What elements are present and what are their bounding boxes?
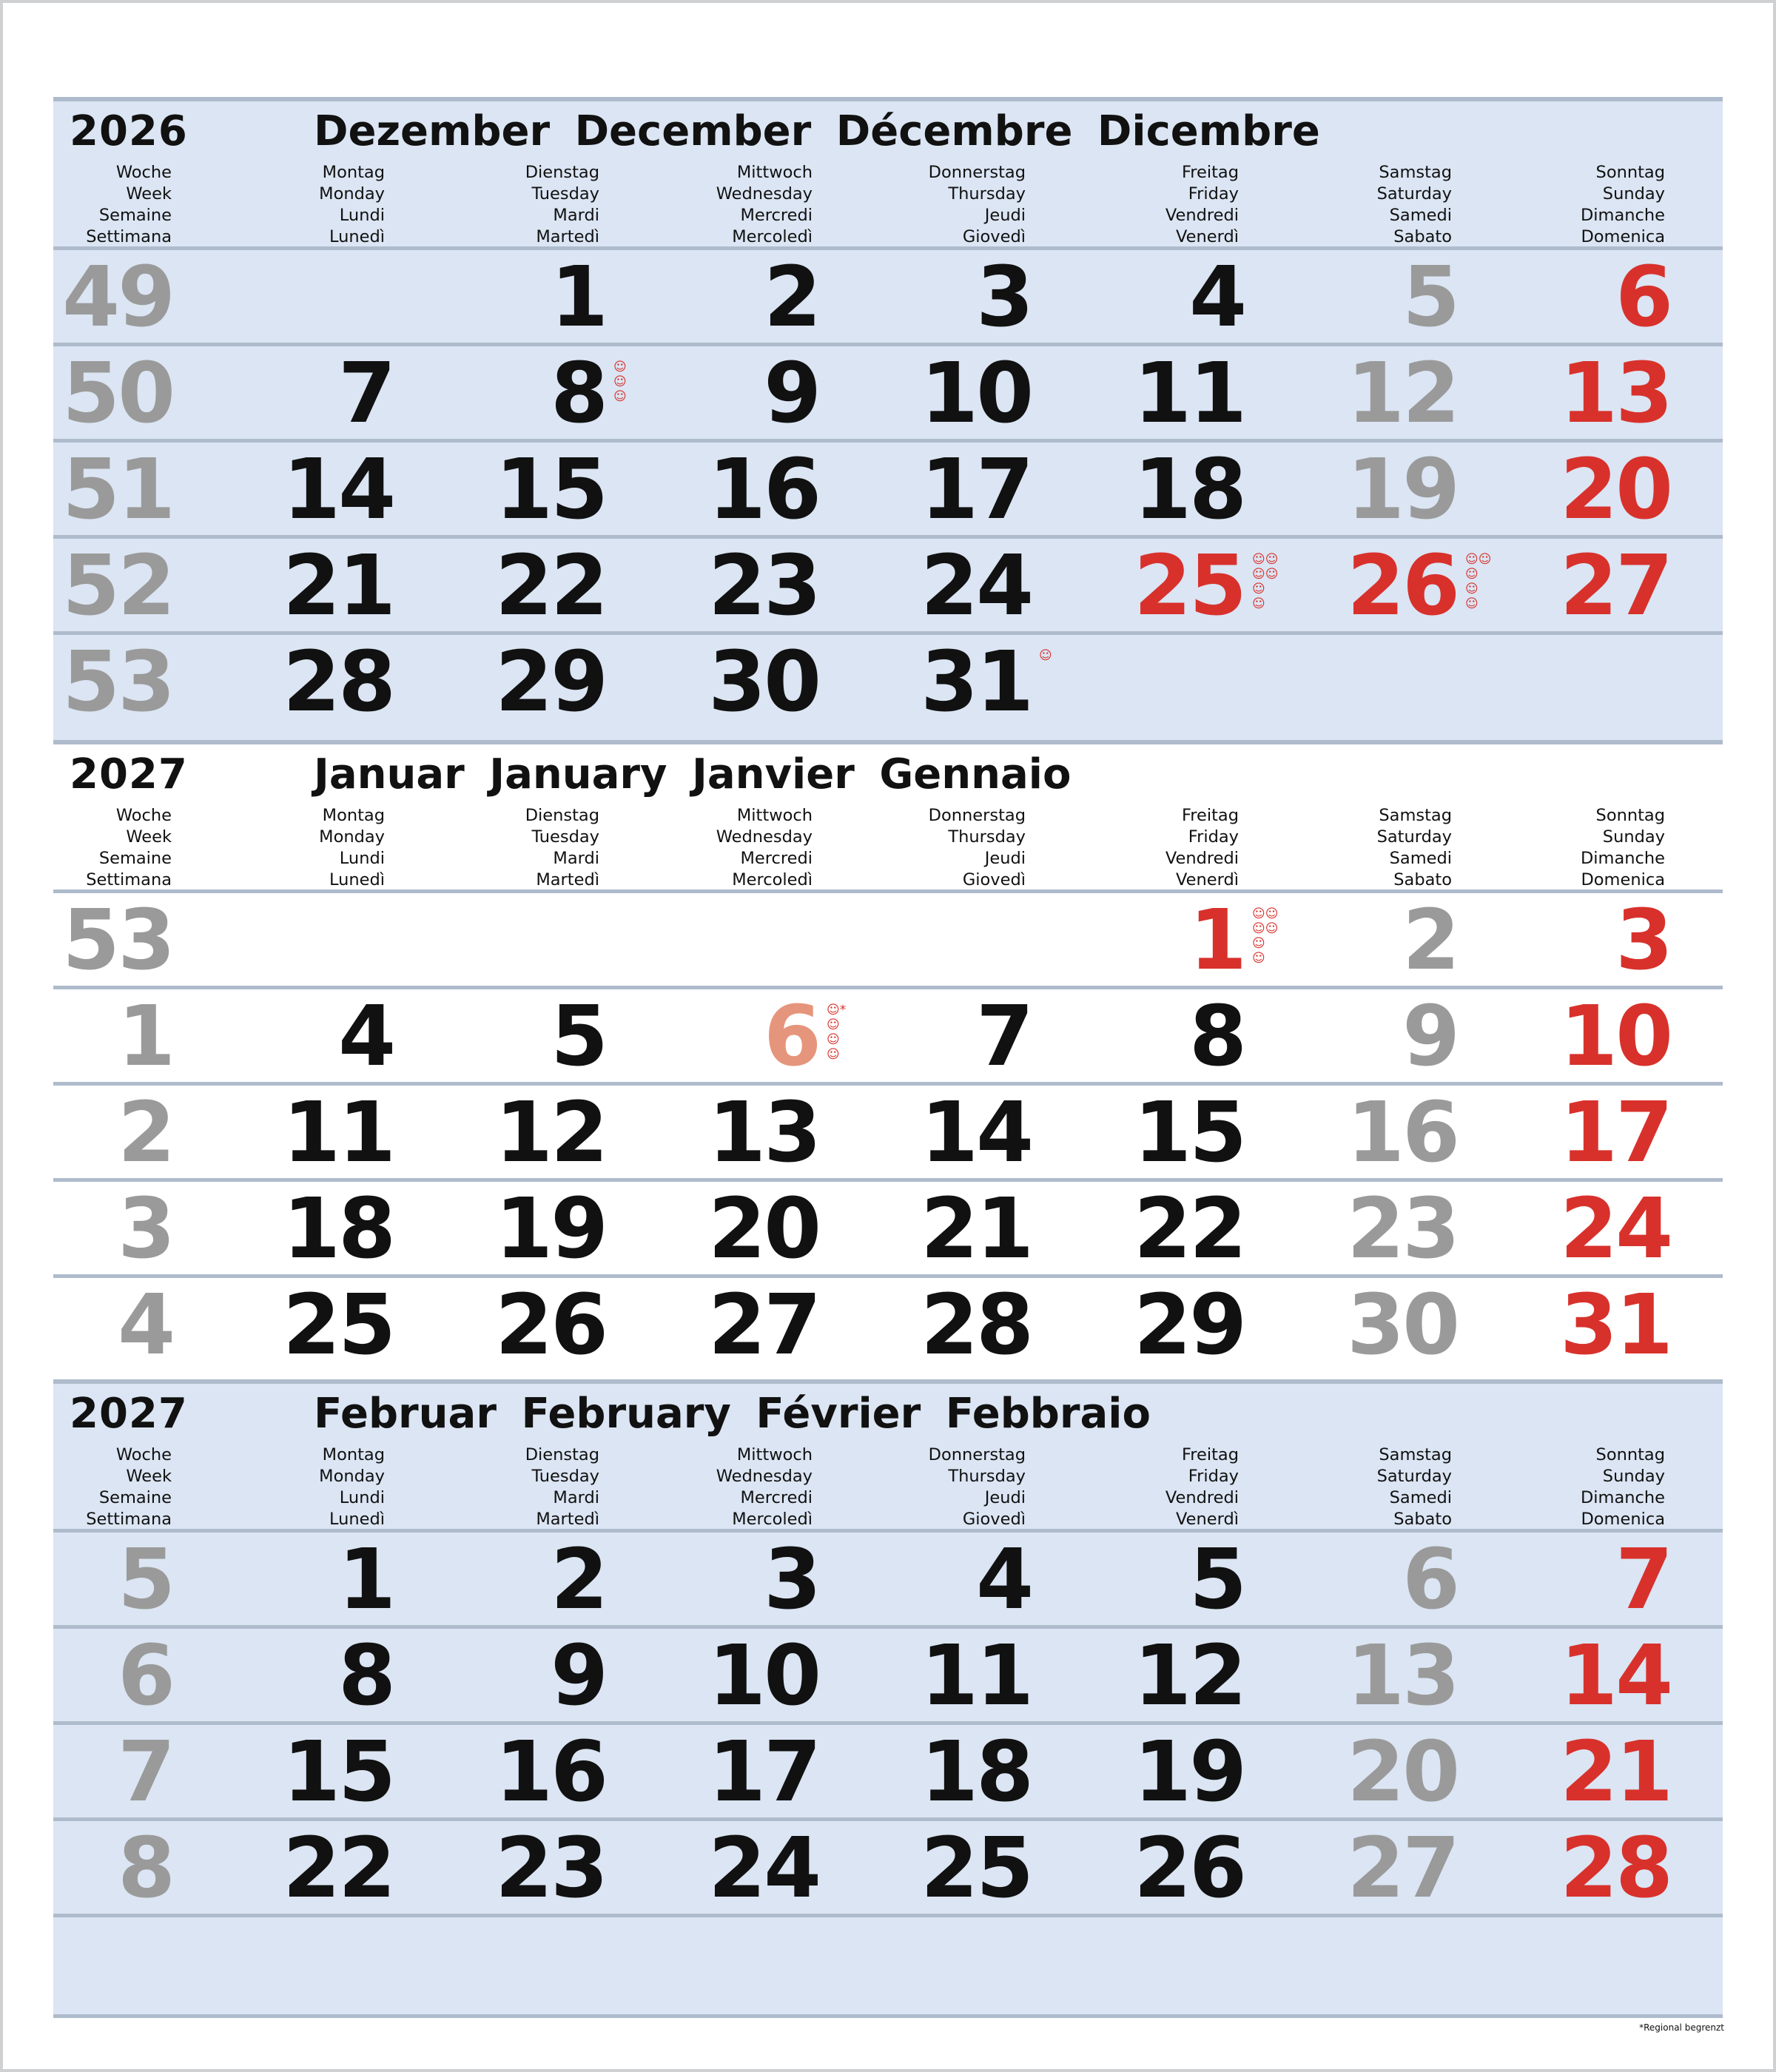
week-row [53,986,1723,1085]
day-cell: 14 [921,1085,1032,1181]
day-cell: 22 [1134,1181,1245,1277]
week-number: 3 [118,1181,173,1277]
day-cell: 25 [921,1820,1032,1917]
day-cell: 24 [1560,1181,1671,1277]
day-cell: 10 [708,1628,819,1724]
day-cell: 8 [338,1628,394,1724]
week-number: 5 [118,1532,173,1628]
week-row [53,1721,1723,1820]
day-cell: 1 [551,249,606,346]
year-label: 2027 [70,750,188,798]
day-cell: 11 [283,1085,394,1181]
day-cell: 22 [283,1820,394,1917]
day-cell: 4 [338,989,394,1085]
day-cell: 20 [708,1181,819,1277]
day-cell: 12 [1347,346,1458,442]
day-cell: 4 [1189,249,1245,346]
holiday-symbol-icon: ☺* ☺ ☺ ☺ [827,1003,847,1062]
weekday-label-sun: Sonntag Sunday Dimanche Domenica [1580,163,1665,246]
month-title: Januar January Janvier Gennaio [314,750,1072,798]
day-cell: 12 [495,1085,606,1181]
day-cell: 25 [283,1277,394,1373]
weekday-label-thu: Donnerstag Thursday Jeudi Giovedì [928,806,1026,889]
day-cell: 3 [764,1532,819,1628]
week-row [53,1274,1723,1373]
day-cell: 28 [1560,1820,1671,1917]
week-number: 50 [62,346,173,442]
day-cell: 24 [708,1820,819,1917]
month-title: Februar February Février Febbraio [314,1390,1151,1438]
day-cell: 15 [1134,1085,1245,1181]
day-cell: 29 [495,634,606,730]
week-row [53,535,1723,634]
holiday-symbol-icon: ☺☺ ☺☺ ☺ ☺ [1252,906,1279,966]
day-cell: 21 [283,538,394,634]
weekday-label-sun: Sonntag Sunday Dimanche Domenica [1580,1445,1665,1529]
day-cell: 3 [976,249,1032,346]
day-cell: 30 [708,634,819,730]
month-header [53,97,1723,246]
day-cell: 16 [495,1724,606,1820]
day-cell: 7 [338,346,394,442]
day-cell: 5 [551,989,606,1085]
day-cell: 16 [1347,1085,1458,1181]
day-cell: 17 [708,1724,819,1820]
week-number: 8 [118,1820,173,1917]
weekday-label-tue: Dienstag Tuesday Mardi Martedì [525,1445,599,1529]
week-number: 4 [118,1277,173,1373]
day-cell: 19 [1134,1724,1245,1820]
day-cell: 24 [921,538,1032,634]
day-cell: 20 [1347,1724,1458,1820]
week-row [53,439,1723,538]
week-row [53,1082,1723,1181]
day-cell: 26 [1134,1820,1245,1917]
day-cell: 8 [1189,989,1245,1085]
day-cell: 2 [1402,892,1458,989]
day-cell: 15 [283,1724,394,1820]
weekday-label-thu: Donnerstag Thursday Jeudi Giovedì [928,163,1026,246]
day-cell: 18 [1134,442,1245,538]
day-cell: 9 [1402,989,1458,1085]
day-cell: 26 [1347,538,1458,634]
week-row [53,1817,1723,1917]
weekday-label-mon: Montag Monday Lundi Lunedì [319,806,385,889]
day-cell: 25 [1134,538,1245,634]
holiday-symbol-icon: ☺ [1039,648,1052,663]
day-cell: 14 [283,442,394,538]
week-number: 1 [118,989,173,1085]
weekday-label-sat: Samstag Saturday Samedi Sabato [1376,1445,1452,1529]
day-cell: 13 [708,1085,819,1181]
day-cell: 27 [708,1277,819,1373]
holiday-symbol-icon: ☺ ☺ ☺ [613,360,627,404]
weekday-label-fri: Freitag Friday Vendredi Venerdì [1165,1445,1239,1529]
day-cell: 4 [976,1532,1032,1628]
day-cell: 17 [1560,1085,1671,1181]
footnote: *Regional begrenzt [1639,2022,1724,2033]
day-cell: 31 [921,634,1032,730]
day-cell: 9 [551,1628,606,1724]
year-label: 2026 [70,107,188,155]
day-cell: 23 [1347,1181,1458,1277]
day-cell: 19 [1347,442,1458,538]
day-cell: 11 [1134,346,1245,442]
month-title: Dezember December Décembre Dicembre [314,107,1320,155]
weekday-label-tue: Dienstag Tuesday Mardi Martedì [525,163,599,246]
day-cell: 26 [495,1277,606,1373]
empty-row [53,1914,1723,2014]
year-label: 2027 [70,1390,188,1438]
day-cell: 19 [495,1181,606,1277]
weekday-label-week: Woche Week Semaine Settimana [86,163,172,246]
month-block [53,740,1723,1379]
day-cell: 2 [551,1532,606,1628]
day-cell: 10 [921,346,1032,442]
holiday-symbol-icon: ☺☺ ☺☺ ☺ ☺ [1252,552,1279,611]
month-block [53,1379,1723,2014]
day-cell: 12 [1134,1628,1245,1724]
day-cell: 6 [1402,1532,1458,1628]
day-cell: 28 [921,1277,1032,1373]
week-row [53,631,1723,730]
day-cell: 23 [708,538,819,634]
day-cell: 27 [1560,538,1671,634]
month-block [53,97,1723,740]
week-row [53,343,1723,442]
day-cell: 16 [708,442,819,538]
day-cell: 1 [1189,892,1245,989]
week-number: 49 [62,249,173,346]
day-cell: 31 [1560,1277,1671,1373]
day-cell: 9 [764,346,819,442]
day-cell: 22 [495,538,606,634]
day-cell: 23 [495,1820,606,1917]
day-cell: 11 [921,1628,1032,1724]
day-cell: 5 [1402,249,1458,346]
weekday-label-mon: Montag Monday Lundi Lunedì [319,163,385,246]
day-cell: 8 [551,346,606,442]
week-row [53,889,1723,989]
day-cell: 2 [764,249,819,346]
month-header [53,740,1723,889]
day-cell: 20 [1560,442,1671,538]
week-number: 7 [118,1724,173,1820]
day-cell: 6 [1615,249,1671,346]
holiday-symbol-icon: ☺☺ ☺ ☺ ☺ [1465,552,1492,611]
day-cell: 10 [1560,989,1671,1085]
weekday-label-week: Woche Week Semaine Settimana [86,1445,172,1529]
week-row [53,1529,1723,1628]
day-cell: 17 [921,442,1032,538]
day-cell: 1 [338,1532,394,1628]
day-cell: 5 [1189,1532,1245,1628]
day-cell: 13 [1347,1628,1458,1724]
bottom-rule [53,2014,1723,2018]
day-cell: 21 [1560,1724,1671,1820]
weekday-label-thu: Donnerstag Thursday Jeudi Giovedì [928,1445,1026,1529]
week-number: 6 [118,1628,173,1724]
weekday-label-sat: Samstag Saturday Samedi Sabato [1376,163,1452,246]
weekday-label-wed: Mittwoch Wednesday Mercredi Mercoledì [716,163,813,246]
day-cell: 6 [764,989,819,1085]
month-header [53,1379,1723,1529]
weekday-label-fri: Freitag Friday Vendredi Venerdì [1165,806,1239,889]
week-number: 51 [62,442,173,538]
day-cell: 27 [1347,1820,1458,1917]
day-cell: 30 [1347,1277,1458,1373]
weekday-label-sat: Samstag Saturday Samedi Sabato [1376,806,1452,889]
week-number: 53 [62,634,173,730]
weekday-label-wed: Mittwoch Wednesday Mercredi Mercoledì [716,1445,813,1529]
week-number: 2 [118,1085,173,1181]
week-row [53,1178,1723,1277]
day-cell: 13 [1560,346,1671,442]
week-number: 52 [62,538,173,634]
weekday-label-wed: Mittwoch Wednesday Mercredi Mercoledì [716,806,813,889]
day-cell: 29 [1134,1277,1245,1373]
day-cell: 18 [283,1181,394,1277]
day-cell: 21 [921,1181,1032,1277]
day-cell: 7 [1615,1532,1671,1628]
weekday-label-sun: Sonntag Sunday Dimanche Domenica [1580,806,1665,889]
day-cell: 28 [283,634,394,730]
day-cell: 18 [921,1724,1032,1820]
weekday-label-tue: Dienstag Tuesday Mardi Martedì [525,806,599,889]
day-cell: 14 [1560,1628,1671,1724]
day-cell: 7 [976,989,1032,1085]
week-number: 53 [62,892,173,989]
week-row [53,246,1723,346]
weekday-label-mon: Montag Monday Lundi Lunedì [319,1445,385,1529]
weekday-label-fri: Freitag Friday Vendredi Venerdì [1165,163,1239,246]
week-row [53,1625,1723,1724]
weekday-label-week: Woche Week Semaine Settimana [86,806,172,889]
day-cell: 15 [495,442,606,538]
day-cell: 3 [1615,892,1671,989]
